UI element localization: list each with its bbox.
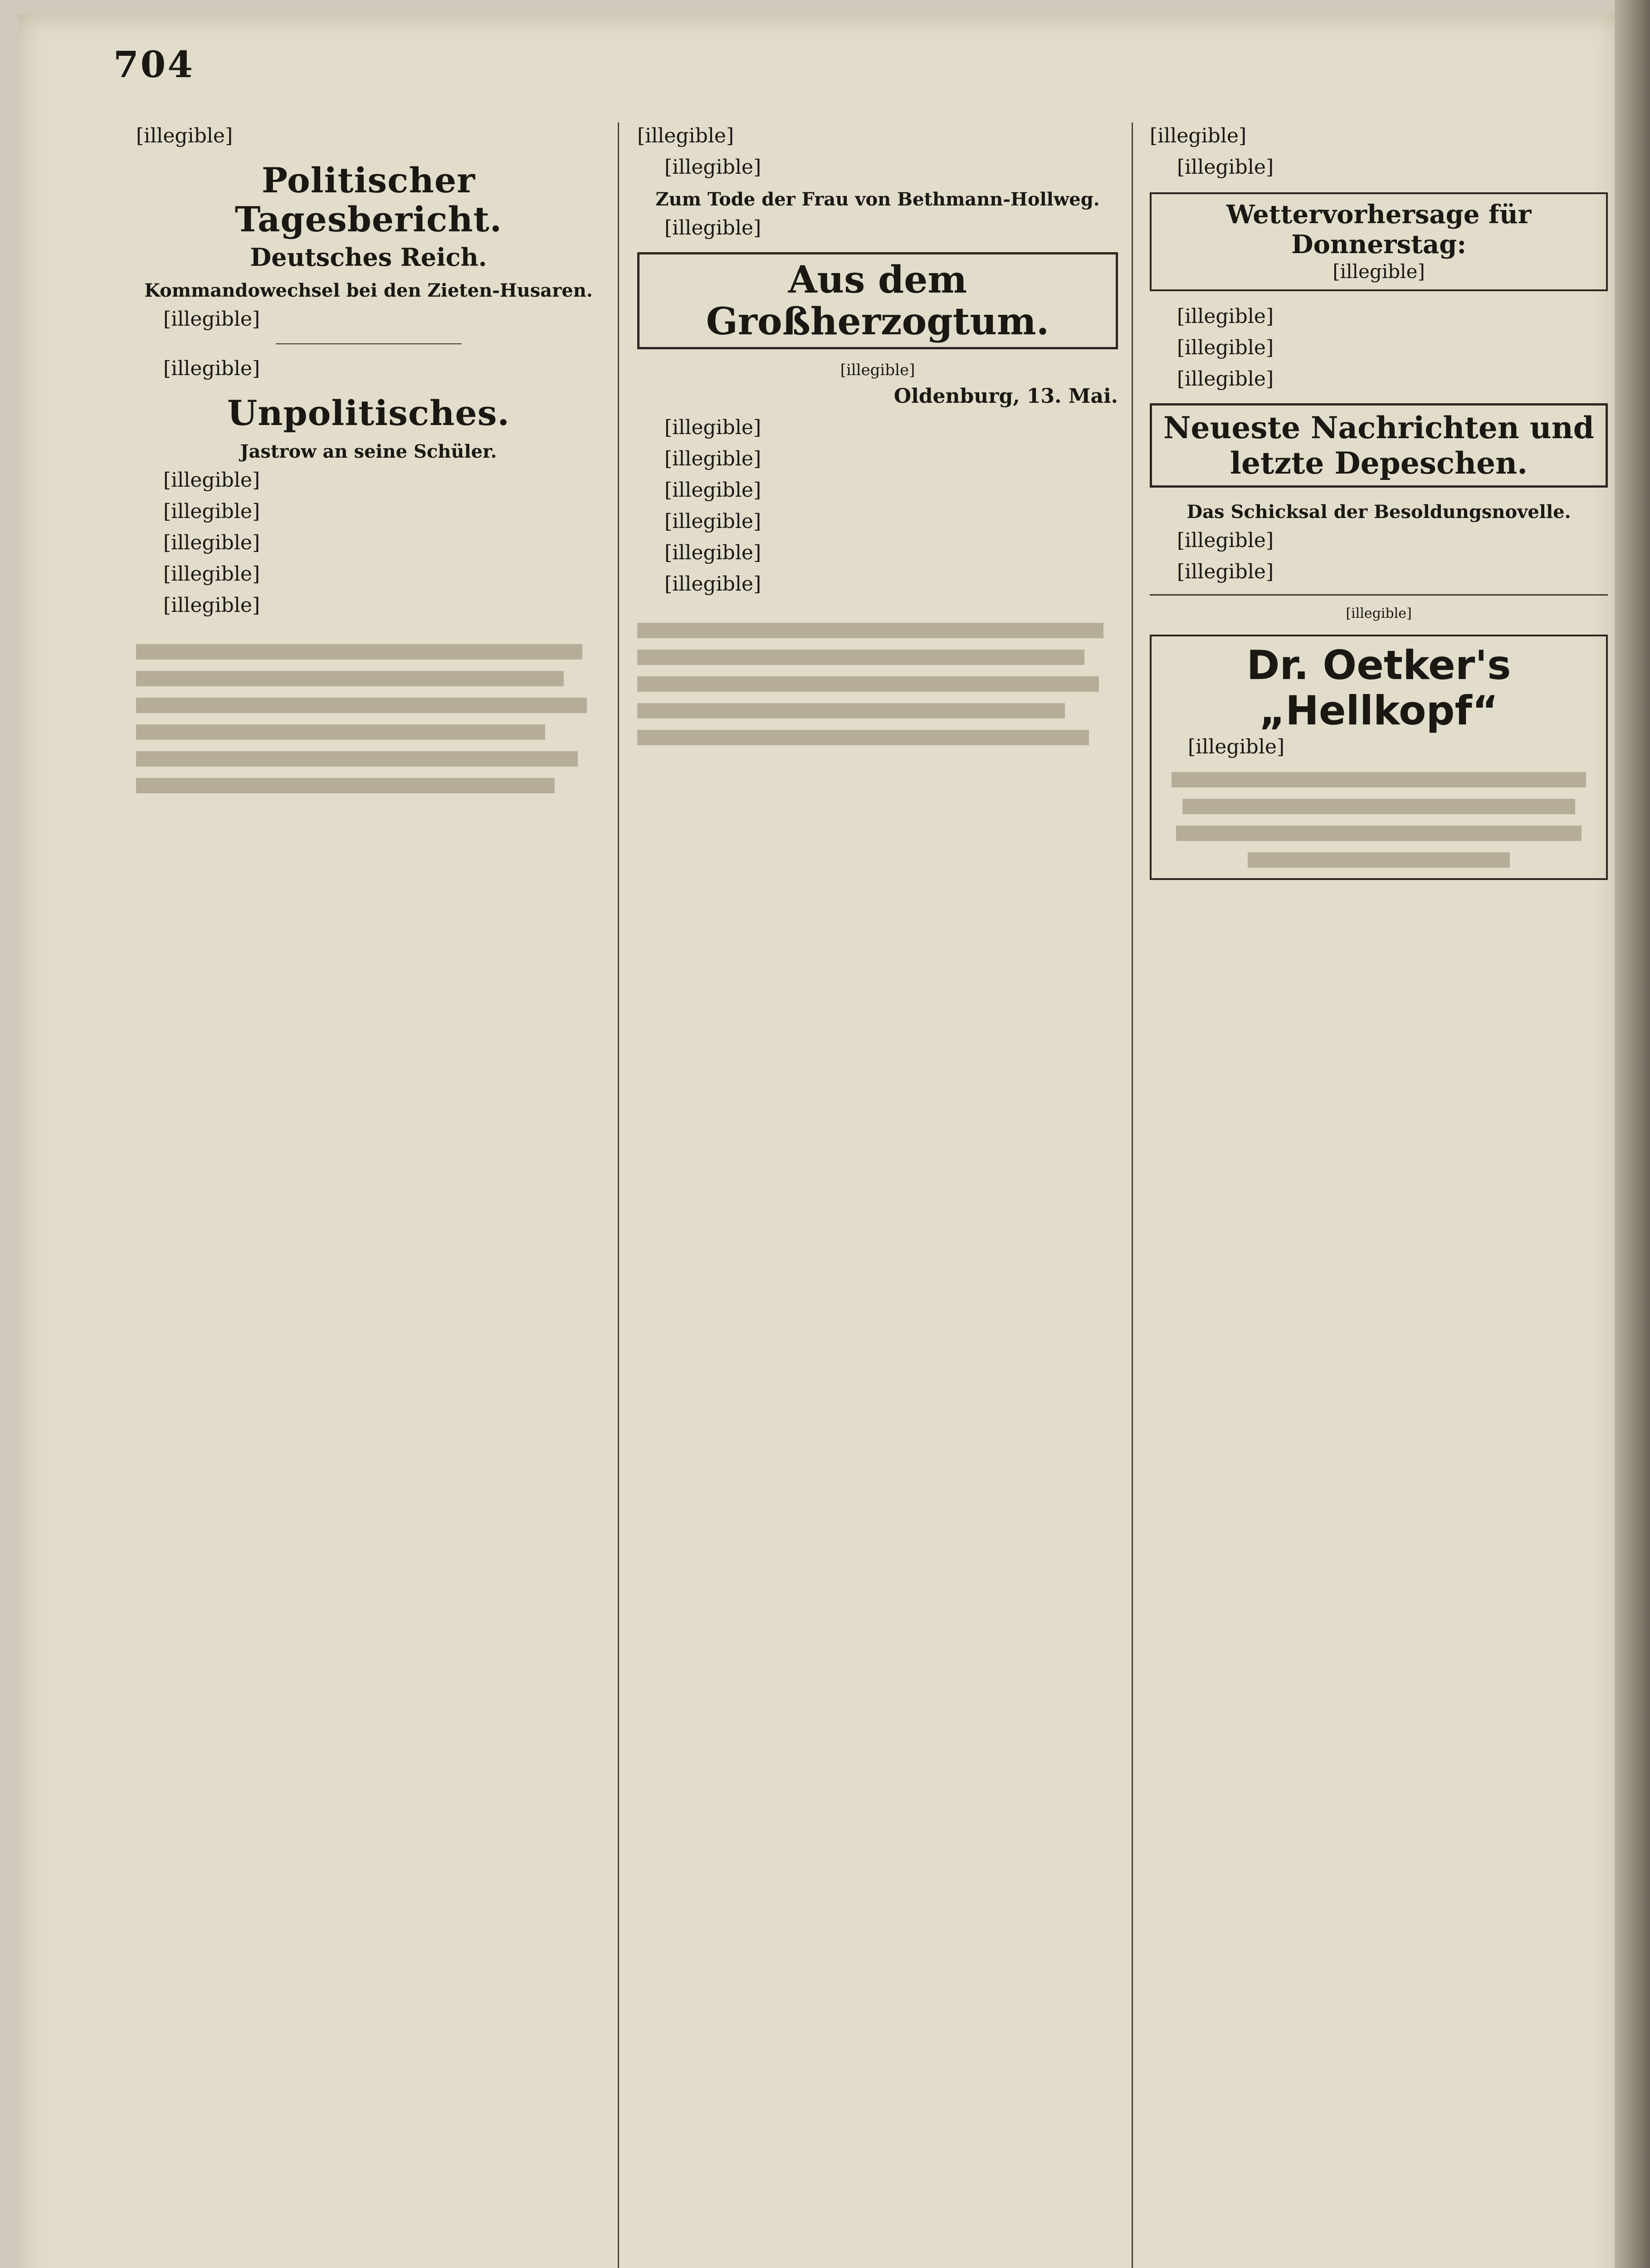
section-title-grossherzogtum: Aus dem Großherzogtum. <box>706 258 1050 343</box>
article-text: [illegible] <box>637 124 734 147</box>
text-block-placeholder <box>136 637 601 797</box>
article-text: [illegible] <box>1177 336 1274 359</box>
weather-forecast-title: Wettervorhersage für Donnerstag: <box>1226 200 1532 259</box>
article-text: [illegible] <box>664 416 762 439</box>
advertisement-oetker <box>1150 635 1608 880</box>
headline-politischer-tagesbericht: Politischer Tagesbericht. <box>234 160 503 240</box>
reprint-note: [illegible] <box>840 361 915 379</box>
headline-unpolitisches: Unpolitisches. <box>227 393 510 433</box>
article-text: [illegible] <box>163 500 260 523</box>
article-text: [illegible] <box>163 562 260 586</box>
article-text: [illegible] <box>163 308 260 331</box>
column-2 <box>637 122 1118 749</box>
section-deutsches-reich: Deutsches Reich. <box>250 243 487 272</box>
article-text: [illegible] <box>664 572 762 596</box>
advertisement-text-placeholder <box>1161 765 1597 872</box>
article-text: [illegible] <box>664 156 762 179</box>
article-text: [illegible] <box>1177 367 1274 391</box>
kicker-jastrow: Jastrow an seine Schüler. <box>240 441 497 462</box>
article-text: [illegible] <box>163 594 260 617</box>
advertisement-title: Dr. Oetker's „Hellkopf“ <box>1246 642 1511 734</box>
article-text: [illegible] <box>664 510 762 533</box>
column-1 <box>136 122 601 797</box>
article-text: [illegible] <box>163 357 260 380</box>
section-title-neueste-nachrichten: Neueste Nachrichten und letzte Depeschen. <box>1163 410 1594 481</box>
kicker-besoldungsnovelle: Das Schicksal der Besoldungsnovelle. <box>1186 501 1571 523</box>
page-number: 704 <box>113 43 195 86</box>
column-3 <box>1150 122 1608 880</box>
article-text: [illegible] <box>664 447 762 470</box>
article-text: [illegible] <box>664 216 762 240</box>
column-divider <box>1132 122 1133 2268</box>
separator <box>1150 594 1608 596</box>
page-edge <box>1615 0 1650 2268</box>
section-box-neueste-nachrichten <box>1150 403 1608 488</box>
article-text: [illegible] <box>664 541 762 564</box>
section-box-grossherzogtum <box>637 252 1118 349</box>
advertisement-text: [illegible] <box>1188 735 1285 758</box>
imprint: [illegible] <box>1346 606 1412 621</box>
article-text: [illegible] <box>163 469 260 492</box>
article-text: [illegible] <box>1177 305 1274 328</box>
weather-forecast-text: [illegible] <box>1333 260 1425 283</box>
dateline: Oldenburg, 13. Mai. <box>893 385 1118 408</box>
article-text: [illegible] <box>1177 560 1274 583</box>
kicker-bethmann-hollweg: Zum Tode der Frau von Bethmann-Hollweg. <box>655 189 1100 210</box>
article-text: [illegible] <box>163 531 260 554</box>
article-text: [illegible] <box>1150 124 1247 147</box>
column-divider <box>618 122 619 2268</box>
article-text: [illegible] <box>1177 156 1274 179</box>
article-text: [illegible] <box>664 479 762 502</box>
column-1-top-text: [illegible] <box>136 124 233 147</box>
text-block-placeholder <box>637 616 1118 749</box>
separator <box>276 343 462 344</box>
article-text: [illegible] <box>1177 529 1274 552</box>
weather-forecast-box <box>1150 192 1608 291</box>
kicker-kommandowechsel: Kommandowechsel bei den Zieten-Husaren. <box>144 280 593 301</box>
